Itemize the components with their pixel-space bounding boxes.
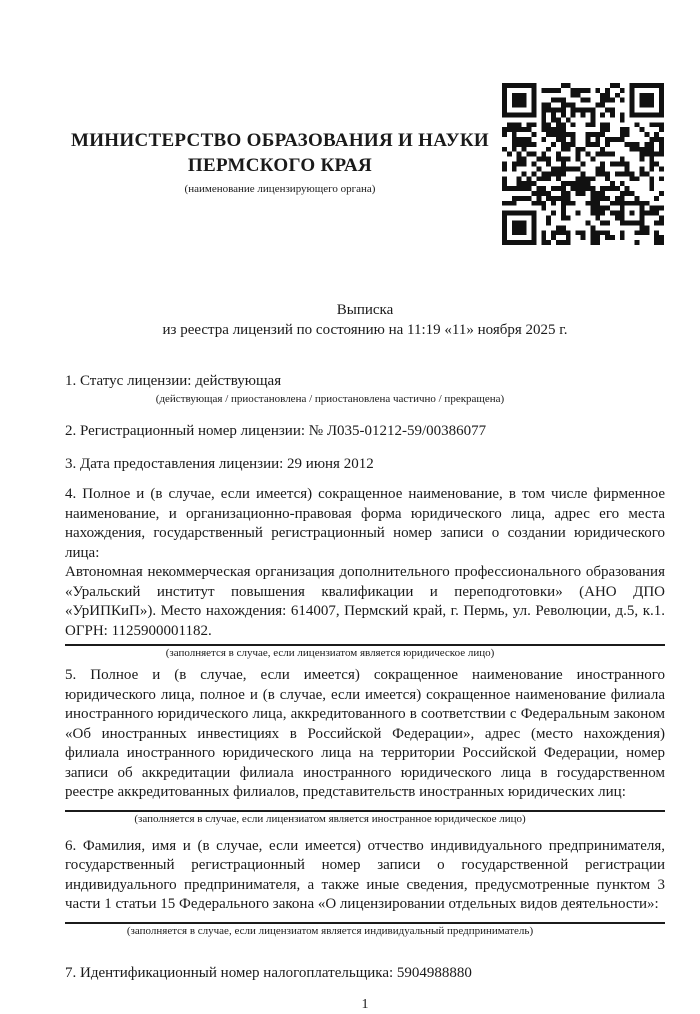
- license-status-text: 1. Статус лицензии: действующая: [65, 373, 282, 389]
- license-status-item: [65, 371, 665, 407]
- entrepreneur-note: (заполняется в случае, если лицензиатом является индивидуальный предприниматель): [126, 924, 534, 937]
- license-number-text: 2. Регистрационный номер лицензии: № Л035-01212-59/00386077: [65, 423, 487, 439]
- document-title-line1: Выписка: [336, 302, 394, 318]
- license-status-note: (действующая / приостановлена / приостановлена частично / прекращена): [155, 393, 505, 405]
- taxpayer-id-text: 7. Идентификационный номер налогоплательщика: 5904988880: [65, 964, 472, 981]
- legal-entity-label: 4. Полное и (в случае, если имеется) сокращенное наименование, в том числе фирменное наименование, и организационно-правовая форма юридического лица, адрес его места нахождения, государственный регистрационный номер записи о создании юридического лица:: [65, 486, 665, 561]
- document-body: [65, 0, 665, 1014]
- legal-entity-note: (заполняется в случае, если лицензиатом является юридическое лицо): [165, 647, 495, 659]
- page-number: 1: [361, 996, 369, 1012]
- ministry-name-line2: ПЕРМСКОГО КРАЯ: [187, 155, 373, 176]
- license-date-text: 3. Дата предоставления лицензии: 29 июня 2012: [65, 456, 374, 472]
- document-title-line2: из реестра лицензий по состоянию на 11:19 «11» ноября 2025 г.: [162, 322, 568, 338]
- ministry-name-line1: МИНИСТЕРСТВО ОБРАЗОВАНИЯ И НАУКИ: [70, 130, 490, 151]
- entrepreneur-label: 6. Фамилия, имя и (в случае, если имеется) отчество индивидуального предпринимателя, государственный регистрационный номер записи о государственной регистрации индивидуального предпринимателя, а также иные сведения, предусмотренные пунктом 3 части 1 статьи 15 Федерального закона «О лицензировании отдельных видов деятельности»:: [65, 837, 665, 912]
- entrepreneur-item: [65, 837, 665, 939]
- foreign-entity-item: [65, 666, 665, 827]
- legal-entity-item: [65, 485, 665, 661]
- foreign-entity-label: 5. Полное и (в случае, если имеется) сокращенное наименование иностранного юридического лица, полное и (в случае, если имеется) сокращенное наименование филиала иностранного юридического лица, аккредитованного в соответствии с Федеральным законом «Об иностранных инвестициях в Российской Федерации», адрес (место нахождения) филиала иностранного юридического лица на территории Российской Федерации, номер записи об аккредитации филиала иностранного юридического лица в государственном реестре аккредитованных филиалов, представительств иностранных юридических лиц:: [65, 667, 665, 800]
- legal-entity-value: Автономная некоммерческая организация дополнительного профессионального образования «Уральский институт повышения квалификации и переподготовки» (АНО ДПО «УрИПКиП»). Место нахождения: 614007, Пермский край, г. Пермь, ул. Революции, д.5, к.1. ОГРН: 1125900001182.: [65, 564, 665, 639]
- document-title: [65, 300, 665, 340]
- foreign-entity-note: (заполняется в случае, если лицензиатом является иностранное юридическое лицо): [134, 812, 526, 825]
- ministry-note: (наименование лицензирующего органа): [184, 183, 376, 195]
